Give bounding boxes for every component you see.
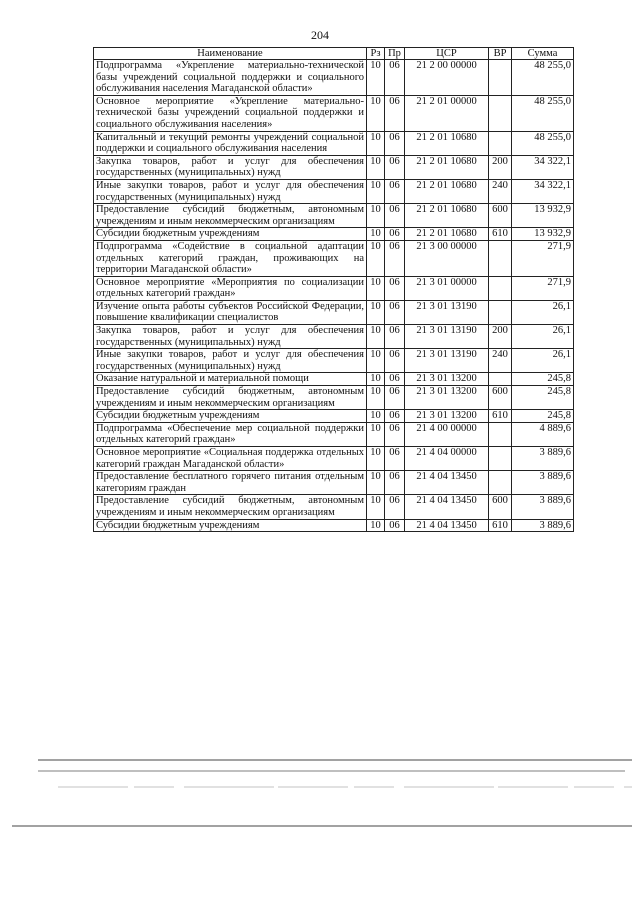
cell-vr xyxy=(489,276,512,300)
cell-name: Основное мероприятие «Мероприятия по социализации отдельных категорий граждан» xyxy=(94,276,367,300)
cell-csr: 21 3 01 13200 xyxy=(405,373,489,386)
cell-sum: 3 889,6 xyxy=(512,495,574,519)
table-row xyxy=(94,471,574,495)
cell-vr xyxy=(489,131,512,155)
cell-name: Предоставление субсидий бюджетным, автономным учреждениям и иным некоммерческим организациям xyxy=(94,386,367,410)
cell-csr: 21 3 01 00000 xyxy=(405,276,489,300)
cell-rz: 10 xyxy=(367,240,385,276)
table-row xyxy=(94,228,574,241)
cell-rz: 10 xyxy=(367,179,385,203)
cell-vr xyxy=(489,422,512,446)
cell-sum: 13 932,9 xyxy=(512,204,574,228)
cell-vr: 200 xyxy=(489,325,512,349)
cell-name: Субсидии бюджетным учреждениям xyxy=(94,410,367,423)
cell-csr: 21 4 04 00000 xyxy=(405,447,489,471)
cell-name: Подпрограмма «Обеспечение мер социальной поддержки отдельных категорий граждан» xyxy=(94,422,367,446)
cell-sum: 13 932,9 xyxy=(512,228,574,241)
cell-name: Оказание натуральной и материальной помощи xyxy=(94,373,367,386)
table-header-row xyxy=(94,48,574,60)
cell-rz: 10 xyxy=(367,495,385,519)
cell-rz: 10 xyxy=(367,204,385,228)
cell-vr: 610 xyxy=(489,410,512,423)
cell-vr: 240 xyxy=(489,349,512,373)
cell-sum: 245,8 xyxy=(512,386,574,410)
cell-vr: 240 xyxy=(489,179,512,203)
cell-pr: 06 xyxy=(385,471,405,495)
cell-sum: 48 255,0 xyxy=(512,95,574,131)
cell-pr: 06 xyxy=(385,519,405,532)
table-row xyxy=(94,155,574,179)
cell-rz: 10 xyxy=(367,471,385,495)
cell-sum: 245,8 xyxy=(512,373,574,386)
cell-vr xyxy=(489,240,512,276)
cell-csr: 21 2 01 10680 xyxy=(405,228,489,241)
cell-rz: 10 xyxy=(367,519,385,532)
cell-pr: 06 xyxy=(385,349,405,373)
cell-rz: 10 xyxy=(367,447,385,471)
cell-sum: 3 889,6 xyxy=(512,447,574,471)
cell-pr: 06 xyxy=(385,131,405,155)
table-row xyxy=(94,240,574,276)
cell-csr: 21 3 01 13190 xyxy=(405,300,489,324)
cell-pr: 06 xyxy=(385,386,405,410)
cell-vr: 600 xyxy=(489,204,512,228)
cell-vr xyxy=(489,471,512,495)
cell-name: Предоставление бесплатного горячего питания отдельным категориям граждан xyxy=(94,471,367,495)
cell-rz: 10 xyxy=(367,410,385,423)
cell-rz: 10 xyxy=(367,228,385,241)
cell-pr: 06 xyxy=(385,95,405,131)
table-row xyxy=(94,60,574,96)
cell-vr: 600 xyxy=(489,386,512,410)
cell-sum: 48 255,0 xyxy=(512,131,574,155)
cell-pr: 06 xyxy=(385,325,405,349)
cell-pr: 06 xyxy=(385,204,405,228)
cell-vr xyxy=(489,447,512,471)
table-row xyxy=(94,422,574,446)
cell-name: Предоставление субсидий бюджетным, автономным учреждениям и иным некоммерческим организациям xyxy=(94,204,367,228)
table-body xyxy=(94,60,574,532)
cell-vr: 600 xyxy=(489,495,512,519)
table-row xyxy=(94,276,574,300)
cell-pr: 06 xyxy=(385,495,405,519)
table-row xyxy=(94,325,574,349)
page-number: 204 xyxy=(311,28,329,42)
cell-name: Субсидии бюджетным учреждениям xyxy=(94,519,367,532)
cell-csr: 21 2 01 10680 xyxy=(405,204,489,228)
cell-pr: 06 xyxy=(385,300,405,324)
cell-csr: 21 3 01 13190 xyxy=(405,325,489,349)
cell-name: Закупка товаров, работ и услуг для обеспечения государственных (муниципальных) нужд xyxy=(94,325,367,349)
table-row xyxy=(94,386,574,410)
cell-name: Основное мероприятие «Укрепление материально-технической базы учреждений социальной поддержки и социального обслуживания населения» xyxy=(94,95,367,131)
cell-rz: 10 xyxy=(367,60,385,96)
cell-csr: 21 3 01 13200 xyxy=(405,386,489,410)
cell-sum: 271,9 xyxy=(512,240,574,276)
header-name: Наименование xyxy=(94,48,367,60)
cell-sum: 34 322,1 xyxy=(512,155,574,179)
cell-name: Капитальный и текущий ремонты учреждений социальной поддержки и социального обслуживания населения xyxy=(94,131,367,155)
cell-name: Подпрограмма «Содействие в социальной адаптации отдельных категорий граждан, проживающих на территории Магаданской области» xyxy=(94,240,367,276)
header-csr: ЦСР xyxy=(405,48,489,60)
cell-rz: 10 xyxy=(367,325,385,349)
cell-pr: 06 xyxy=(385,373,405,386)
cell-csr: 21 2 00 00000 xyxy=(405,60,489,96)
cell-sum: 3 889,6 xyxy=(512,471,574,495)
cell-pr: 06 xyxy=(385,410,405,423)
cell-sum: 4 889,6 xyxy=(512,422,574,446)
cell-sum: 34 322,1 xyxy=(512,179,574,203)
table-row xyxy=(94,204,574,228)
cell-pr: 06 xyxy=(385,447,405,471)
cell-csr: 21 3 01 13190 xyxy=(405,349,489,373)
cell-vr: 610 xyxy=(489,519,512,532)
table-row xyxy=(94,373,574,386)
cell-vr xyxy=(489,300,512,324)
cell-rz: 10 xyxy=(367,386,385,410)
cell-rz: 10 xyxy=(367,155,385,179)
table-row xyxy=(94,179,574,203)
cell-pr: 06 xyxy=(385,228,405,241)
cell-rz: 10 xyxy=(367,276,385,300)
cell-sum: 3 889,6 xyxy=(512,519,574,532)
table-row xyxy=(94,447,574,471)
header-pr: Пр xyxy=(385,48,405,60)
cell-csr: 21 4 04 13450 xyxy=(405,471,489,495)
cell-csr: 21 2 01 10680 xyxy=(405,155,489,179)
cell-rz: 10 xyxy=(367,422,385,446)
cell-csr: 21 2 01 10680 xyxy=(405,131,489,155)
cell-rz: 10 xyxy=(367,300,385,324)
cell-csr: 21 2 01 10680 xyxy=(405,179,489,203)
cell-sum: 26,1 xyxy=(512,300,574,324)
cell-csr: 21 3 01 13200 xyxy=(405,410,489,423)
cell-csr: 21 4 04 13450 xyxy=(405,495,489,519)
cell-csr: 21 2 01 00000 xyxy=(405,95,489,131)
cell-csr: 21 4 00 00000 xyxy=(405,422,489,446)
cell-name: Закупка товаров, работ и услуг для обеспечения государственных (муниципальных) нужд xyxy=(94,155,367,179)
cell-pr: 06 xyxy=(385,155,405,179)
cell-name: Подпрограмма «Укрепление материально-технической базы учреждений социальной поддержки и социального обслуживания населения Магаданской области» xyxy=(94,60,367,96)
budget-table xyxy=(93,47,574,532)
cell-name: Иные закупки товаров, работ и услуг для обеспечения государственных (муниципальных) нужд xyxy=(94,349,367,373)
cell-vr: 200 xyxy=(489,155,512,179)
cell-name: Иные закупки товаров, работ и услуг для обеспечения государственных (муниципальных) нужд xyxy=(94,179,367,203)
cell-rz: 10 xyxy=(367,95,385,131)
cell-vr: 610 xyxy=(489,228,512,241)
cell-pr: 06 xyxy=(385,179,405,203)
cell-name: Субсидии бюджетным учреждениям xyxy=(94,228,367,241)
cell-sum: 26,1 xyxy=(512,349,574,373)
cell-csr: 21 3 00 00000 xyxy=(405,240,489,276)
table-row xyxy=(94,410,574,423)
table-row xyxy=(94,95,574,131)
header-sum: Сумма xyxy=(512,48,574,60)
cell-sum: 245,8 xyxy=(512,410,574,423)
cell-csr: 21 4 04 13450 xyxy=(405,519,489,532)
cell-sum: 26,1 xyxy=(512,325,574,349)
cell-pr: 06 xyxy=(385,240,405,276)
table-row xyxy=(94,300,574,324)
cell-name: Изучение опыта работы субъектов Российской Федерации, повышение квалификации специалистов xyxy=(94,300,367,324)
table-row xyxy=(94,495,574,519)
table-row xyxy=(94,349,574,373)
cell-name: Основное мероприятие «Социальная поддержка отдельных категорий граждан Магаданской области» xyxy=(94,447,367,471)
cell-vr xyxy=(489,95,512,131)
table-row xyxy=(94,519,574,532)
cell-sum: 48 255,0 xyxy=(512,60,574,96)
table-row xyxy=(94,131,574,155)
cell-rz: 10 xyxy=(367,349,385,373)
cell-pr: 06 xyxy=(385,276,405,300)
cell-vr xyxy=(489,60,512,96)
cell-pr: 06 xyxy=(385,422,405,446)
cell-rz: 10 xyxy=(367,131,385,155)
cell-name: Предоставление субсидий бюджетным, автономным учреждениям и иным некоммерческим организациям xyxy=(94,495,367,519)
header-rz: Рз xyxy=(367,48,385,60)
header-vr: ВР xyxy=(489,48,512,60)
cell-vr xyxy=(489,373,512,386)
cell-sum: 271,9 xyxy=(512,276,574,300)
cell-pr: 06 xyxy=(385,60,405,96)
cell-rz: 10 xyxy=(367,373,385,386)
